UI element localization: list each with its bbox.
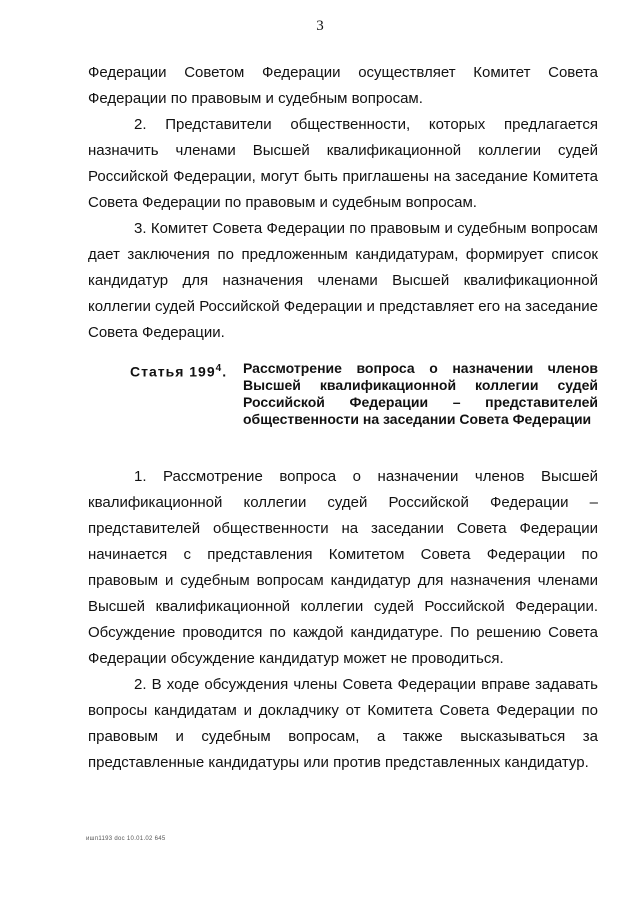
document-footer-code: ишп1193 doc 10.01.02 645	[86, 836, 166, 842]
paragraph-3: 3. Комитет Совета Федерации по правовым и судебным вопросам дает заключения по предложенным кандидатурам, формирует список кандидатур для назначения членами Высшей квалификационной коллегии судей Российской Федерации и представляет его на заседание Совета Федерации.	[88, 220, 598, 341]
article-number-superscript: 4	[215, 363, 223, 374]
article-label	[130, 360, 227, 381]
article-number: Статья 199	[130, 363, 216, 380]
paragraph-2: 2. Представители общественности, которых предлагается назначить членами Высшей квалификационной коллегии судей Российской Федерации, могут быть приглашены на заседание Комитета Совета Федерации по правовым и судебным вопросам.	[88, 116, 598, 211]
paragraph-continuation: Федерации Советом Федерации осуществляет Комитет Совета Федерации по правовым и судебным вопросам.	[88, 64, 598, 107]
article-number-suffix: .	[222, 363, 228, 380]
article-title: Рассмотрение вопроса о назначении членов Высшей квалификационной коллегии судей Российской Федерации – представителей общественности на заседании Совета Федерации	[243, 360, 598, 427]
page-number: 3	[316, 18, 324, 34]
article-paragraph-2: 2. В ходе обсуждения члены Совета Федерации вправе задавать вопросы кандидатам и докладчику от Комитета Совета Федерации по правовым и судебным вопросам, а также высказываться за представленные кандидатуры или против представленных кандидатур.	[88, 676, 598, 771]
article-paragraph-1: 1. Рассмотрение вопроса о назначении членов Высшей квалификационной коллегии судей Российской Федерации – представителей общественности на заседании Совета Федерации начинается с представления Комитетом Совета Федерации по правовым и судебным вопросам кандидатур для назначения членами Высшей квалификационной коллегии судей Российской Федерации. Обсуждение проводится по каждой кандидатуре. По решению Совета Федерации обсуждение кандидатур может не проводиться.	[88, 468, 598, 667]
